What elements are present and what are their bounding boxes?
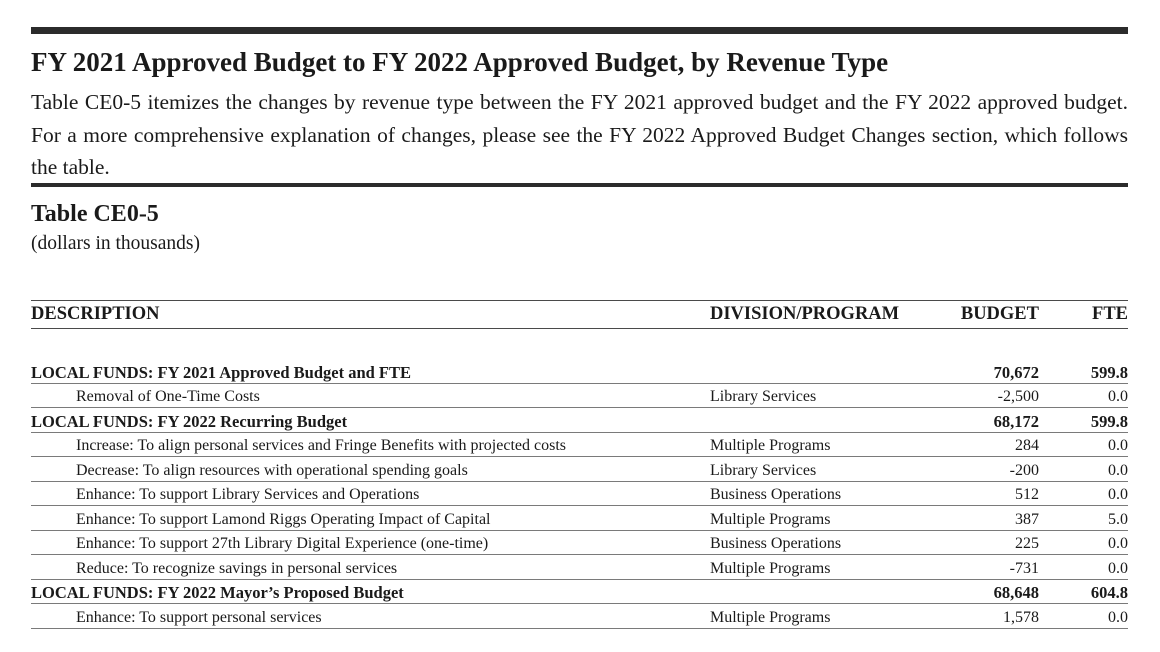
row-budget: 70,672 <box>942 359 1049 383</box>
row-description: Enhance: To support Lamond Riggs Operating Impact of Capital <box>31 506 710 531</box>
row-fte: 0.0 <box>1049 432 1128 457</box>
row-description: Removal of One-Time Costs <box>31 383 710 408</box>
table-row <box>31 432 1128 457</box>
row-budget: 387 <box>942 506 1049 531</box>
table-row <box>31 555 1128 580</box>
row-description: Enhance: To support personal services <box>31 604 710 629</box>
row-division: Library Services <box>710 457 942 482</box>
header-description: DESCRIPTION <box>31 301 710 329</box>
row-description: Decrease: To align resources with operational spending goals <box>31 457 710 482</box>
table-row <box>31 604 1128 629</box>
table-row-subtotal <box>31 579 1128 604</box>
row-fte: 5.0 <box>1049 506 1128 531</box>
row-description: LOCAL FUNDS: FY 2022 Mayor’s Proposed Budget <box>31 579 710 604</box>
row-division: Multiple Programs <box>710 604 942 629</box>
document-page <box>31 27 1128 629</box>
row-division <box>710 408 942 433</box>
section-divider <box>31 183 1128 187</box>
table-row <box>31 530 1128 555</box>
row-budget: -2,500 <box>942 383 1049 408</box>
row-division: Multiple Programs <box>710 555 942 580</box>
row-description: Enhance: To support Library Services and Operations <box>31 481 710 506</box>
row-fte: 0.0 <box>1049 457 1128 482</box>
intro-paragraph: Table CE0-5 itemizes the changes by revenue type between the FY 2021 approved budget and the FY 2022 approved budget. For a more comprehensive explanation of changes, please see the FY 2022 Approved Budget Changes section, which follows the table. <box>31 90 1128 179</box>
row-fte: 0.0 <box>1049 555 1128 580</box>
table-units: (dollars in thousands) <box>31 233 200 254</box>
row-description: Increase: To align personal services and Fringe Benefits with projected costs <box>31 432 710 457</box>
row-budget: 512 <box>942 481 1049 506</box>
table-row-subtotal <box>31 359 1128 383</box>
row-division: Multiple Programs <box>710 432 942 457</box>
row-description: LOCAL FUNDS: FY 2022 Recurring Budget <box>31 408 710 433</box>
section-title: FY 2021 Approved Budget to FY 2022 Approved Budget, by Revenue Type <box>31 47 889 77</box>
row-budget: 1,578 <box>942 604 1049 629</box>
row-division: Library Services <box>710 383 942 408</box>
table-row <box>31 506 1128 531</box>
row-budget: 68,172 <box>942 408 1049 433</box>
table-spacer <box>31 329 1128 360</box>
row-fte: 599.8 <box>1049 359 1128 383</box>
row-fte: 0.0 <box>1049 383 1128 408</box>
row-fte: 604.8 <box>1049 579 1128 604</box>
row-division: Business Operations <box>710 530 942 555</box>
row-budget: 68,648 <box>942 579 1049 604</box>
row-budget: 284 <box>942 432 1049 457</box>
row-description: Enhance: To support 27th Library Digital Experience (one-time) <box>31 530 710 555</box>
row-fte: 0.0 <box>1049 530 1128 555</box>
row-division: Business Operations <box>710 481 942 506</box>
top-rule <box>31 27 1128 34</box>
table-header-row <box>31 301 1128 329</box>
header-division: DIVISION/PROGRAM <box>710 301 942 329</box>
row-division <box>710 579 942 604</box>
row-budget: -731 <box>942 555 1049 580</box>
row-division <box>710 359 942 383</box>
budget-table <box>31 300 1128 629</box>
table-row <box>31 383 1128 408</box>
table-row <box>31 457 1128 482</box>
table-row-subtotal <box>31 408 1128 433</box>
row-fte: 0.0 <box>1049 604 1128 629</box>
row-budget: -200 <box>942 457 1049 482</box>
table-title: Table CE0-5 <box>31 201 159 227</box>
table-row <box>31 481 1128 506</box>
header-fte: FTE <box>1049 301 1128 329</box>
header-budget: BUDGET <box>942 301 1049 329</box>
row-fte: 0.0 <box>1049 481 1128 506</box>
row-fte: 599.8 <box>1049 408 1128 433</box>
row-division: Multiple Programs <box>710 506 942 531</box>
row-description: LOCAL FUNDS: FY 2021 Approved Budget and FTE <box>31 359 710 383</box>
row-budget: 225 <box>942 530 1049 555</box>
row-description: Reduce: To recognize savings in personal services <box>31 555 710 580</box>
